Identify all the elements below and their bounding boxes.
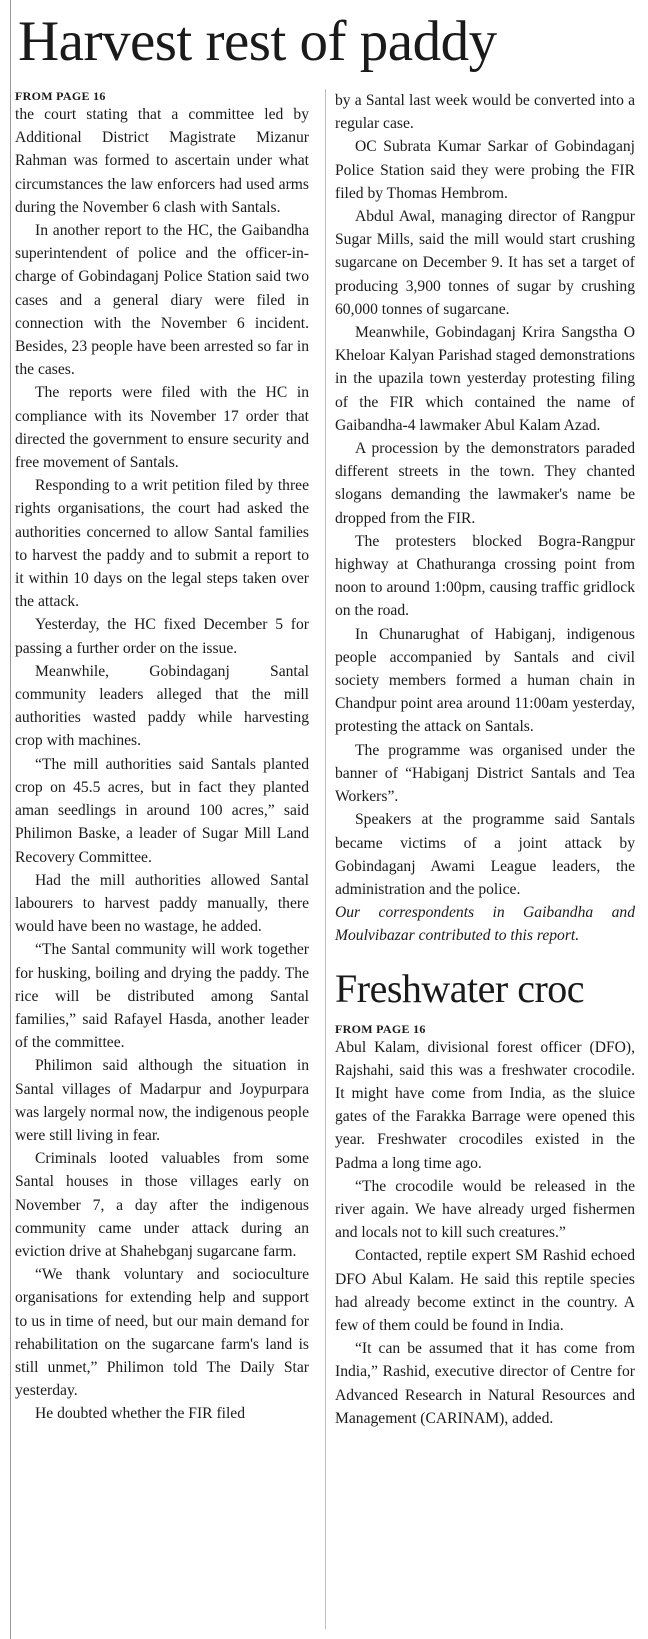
paragraph: Abul Kalam, divisional forest officer (DFO), Rajshahi, said this was a freshwater crocodile. It might have come from India, as the sluice gates of the Farakka Barrage were opened this year. Freshwater crocodiles existed in the Padma a long time ago. [335,1038,635,1172]
paragraph: Speakers at the programme said Santals became victims of a joint attack by Gobindaganj Awami League leaders, the administration and the police. [335,811,635,898]
correspondent-credit: Our correspondents in Gaibandha and Moulvibazar contributed to this report. [335,904,635,945]
paragraph: by a Santal last week would be converted into a regular case. [335,92,635,133]
paragraph: “The Santal community will work together for husking, boiling and drying the paddy. The rice will be distributed among Santal families,” said Rafayel Hasda, another leader of the committee. [15,941,309,1052]
page-left-border [10,0,11,1639]
right-column [335,89,635,1430]
paragraph: A procession by the demonstrators paraded different streets in the town. They chanted slogans demanding the lawmaker's name be dropped from the FIR. [335,440,635,527]
paragraph: “It can be assumed that it has come from India,” Rashid, executive director of Centre for Advanced Research in Natural Resources and Management (CARINAM), added. [335,1340,635,1427]
paragraph: The protesters blocked Bogra-Rangpur highway at Chathuranga crossing point from noon to around 1:00pm, causing traffic gridlock on the road. [335,532,635,620]
paragraph: OC Subrata Kumar Sarkar of Gobindaganj Police Station said they were probing the FIR filed by Thomas Hembrom. [335,138,635,202]
paragraph: Criminals looted valuables from some Santal houses in those villages early on November 7, a day after the indigenous community came under attack during an eviction drive at Shahebganj sugarcane farm. [15,1150,309,1260]
paragraph: “The mill authorities said Santals planted crop on 45.5 acres, but in fact they planted aman seedlings in around 100 acres,” said Philimon Baske, a leader of Sugar Mill Land Recovery Committee. [15,755,309,866]
paragraph: Philimon said although the situation in Santal villages of Madarpur and Joypurpara was largely normal now, the indigenous people were still living in fear. [15,1057,309,1144]
main-article-kicker: FROM PAGE 16 [15,89,106,103]
paragraph: The reports were filed with the HC in compliance with its November 17 order that directed the government to ensure security and free movement of Santals. [15,384,309,472]
paragraph: Contacted, reptile expert SM Rashid echoed DFO Abul Kalam. He said this reptile species had already become extinct in the country. A few of them could be found in India. [335,1247,635,1334]
paragraph: In another report to the HC, the Gaibandha superintendent of police and the officer-in-charge of Gobindaganj Police Station said two cases and a general diary were filed in connection with the November 6 incident. Besides, 23 people have been arrested so far in the cases. [15,222,309,379]
paragraph: In Chunarughat of Habiganj, indigenous people accompanied by Santals and civil society members formed a human chain in Chandpur point area around 11:00am yesterday, protesting the attack on Santals. [335,625,635,736]
paragraph: Meanwhile, Gobindaganj Santal community leaders alleged that the mill authorities wasted paddy while harvesting crop with machines. [15,662,309,750]
paragraph: the court stating that a committee led by Additional District Magistrate Mizanur Rahman was formed to ascertain under what circumstances the law enforcers had used arms during the November 6 clash with Santals. [15,106,309,216]
croc-headline: Freshwater croc [335,965,585,1011]
paragraph: Meanwhile, Gobindaganj Krira Sangstha O Kheloar Kalyan Parishad staged demonstrations in the upazila town yesterday protesting filing of the FIR which contained the name of Gaibandha-4 lawmaker Abul Kalam Azad. [335,324,635,434]
paragraph: Yesterday, the HC fixed December 5 for passing a further order on the issue. [15,616,309,657]
paragraph: Abdul Awal, managing director of Rangpur Sugar Mills, said the mill would start crushing sugarcane on December 9. It has set a target of producing 3,900 tonnes of sugar by crushing 60,000 tonnes of sugarcane. [335,208,635,318]
paragraph: He doubted whether the FIR filed [35,1405,246,1423]
paragraph: “We thank voluntary and socioculture organisations for extending help and support to us in time of need, but our main demand for rehabilitation on the sugarcane farm's land is still unmet,” Philimon told The Daily Star yesterday. [15,1266,309,1400]
paragraph: Responding to a writ petition filed by three rights organisations, the court had asked the authorities concerned to allow Santal families to harvest the paddy and to submit a report to it within 10 days on the legal steps taken over the attack. [15,477,309,611]
croc-article-kicker: FROM PAGE 16 [335,1021,426,1036]
main-headline: Harvest rest of paddy [18,10,497,73]
column-rule [325,89,326,1629]
paragraph: Had the mill authorities allowed Santal labourers to harvest paddy manually, there would have been no wastage, he added. [15,871,309,936]
paragraph: The programme was organised under the banner of “Habiganj District Santals and Tea Workers”. [335,741,635,806]
main-article-left-column [15,89,309,1426]
paragraph: “The crocodile would be released in the river again. We have already urged fishermen and locals not to kill such creatures.” [335,1177,635,1242]
